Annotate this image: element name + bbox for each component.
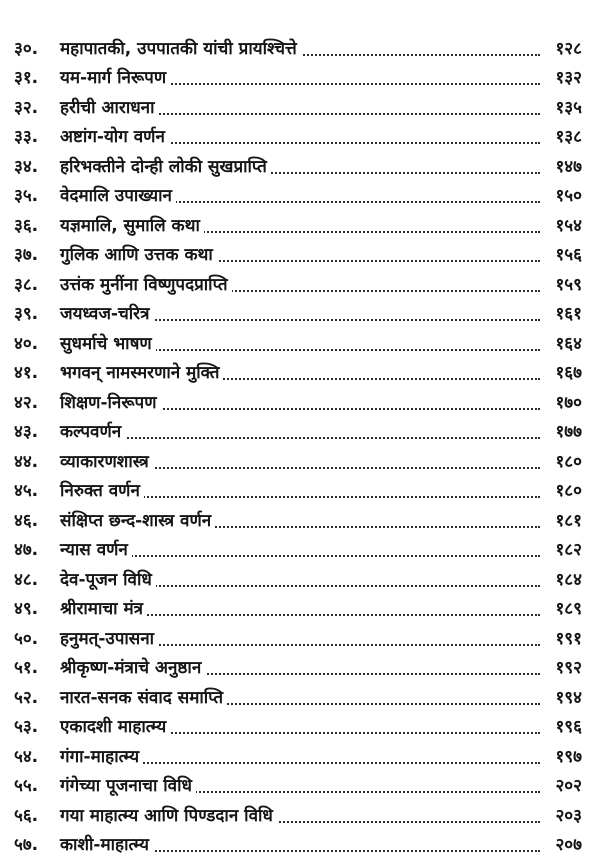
toc-row — [0, 534, 600, 564]
toc-title: भगवन् नामस्मरणाने मुक्ति — [60, 365, 223, 382]
toc-row — [0, 239, 600, 269]
toc-row — [0, 91, 600, 121]
toc-row — [0, 593, 600, 623]
toc-title: उत्तंक मुनींना विष्णुपदप्राप्ति — [60, 277, 232, 294]
toc-number: ४०. — [14, 333, 39, 354]
toc-number: ३४. — [14, 156, 39, 177]
toc-number: ५२. — [14, 687, 39, 708]
toc-page-number: २०७ — [542, 837, 582, 854]
toc-title: व्याकारणशास्त्र — [60, 454, 153, 471]
toc-row — [0, 740, 600, 770]
toc-row — [0, 150, 600, 180]
toc-page-number: १४७ — [542, 159, 582, 176]
toc-number: ४६. — [14, 510, 39, 531]
toc-number: ३३. — [14, 127, 39, 147]
toc-page-number: १९१ — [542, 631, 582, 648]
toc-page-number: १५४ — [542, 218, 582, 235]
toc-row — [0, 829, 600, 859]
toc-title: संक्षिप्त छन्द-शास्त्र वर्णन — [60, 513, 215, 530]
toc-page-number: १५९ — [542, 277, 582, 294]
toc-number: ५४. — [14, 746, 39, 767]
toc-number: ४८. — [14, 569, 39, 590]
toc-title: वेदमालि उपाख्यान — [60, 188, 176, 205]
toc-page-number: १७७ — [542, 424, 582, 441]
toc-row — [0, 681, 600, 711]
toc-page-number: १३५ — [542, 100, 582, 117]
toc-number: ३६. — [14, 215, 39, 236]
toc-title: गंगा-माहात्म्य — [60, 749, 143, 766]
toc-row — [0, 652, 600, 682]
toc-row — [0, 357, 600, 387]
toc-title: एकादशी माहात्म्य — [60, 719, 170, 736]
dot-leader — [60, 555, 540, 557]
toc-row — [0, 209, 600, 239]
toc-page-number: १८० — [542, 483, 582, 500]
toc-page-number: १८४ — [542, 572, 582, 589]
toc-title: काशी-माहात्म्य — [60, 837, 153, 854]
toc-row — [0, 298, 600, 328]
table-of-contents — [0, 32, 600, 858]
toc-title: सुधर्माचे भाषण — [60, 336, 156, 353]
toc-title: जयध्वज-चरित्र — [60, 306, 154, 323]
toc-title: श्रीकृष्ण-मंत्राचे अनुष्ठान — [60, 660, 205, 677]
toc-page-number: १६४ — [542, 336, 582, 353]
toc-row — [0, 475, 600, 505]
toc-row — [0, 62, 600, 92]
toc-row — [0, 268, 600, 298]
toc-row — [0, 327, 600, 357]
dot-leader — [60, 437, 540, 439]
toc-row — [0, 445, 600, 475]
toc-number: ४२. — [14, 392, 39, 413]
toc-title: निरुक्त वर्णन — [60, 483, 144, 500]
toc-page-number: १९२ — [542, 660, 582, 677]
toc-row — [0, 386, 600, 416]
toc-row — [0, 711, 600, 741]
toc-number: ३८. — [14, 274, 39, 295]
toc-page-number: १६१ — [542, 306, 582, 323]
toc-page-number: १९४ — [542, 690, 582, 707]
toc-number: ४५. — [14, 481, 39, 501]
toc-title: श्रीरामाचा मंत्र — [60, 601, 147, 618]
toc-number: ३०. — [14, 38, 39, 59]
toc-number: ५७. — [14, 835, 39, 855]
toc-row — [0, 622, 600, 652]
toc-page-number: १८९ — [542, 601, 582, 618]
toc-row — [0, 180, 600, 210]
toc-page-number: १५० — [542, 188, 582, 205]
toc-number: ४९. — [14, 599, 39, 619]
toc-number: ४१. — [14, 363, 39, 383]
toc-page-number: १८२ — [542, 542, 582, 559]
toc-number: ३७. — [14, 245, 39, 265]
toc-number: ५५. — [14, 776, 39, 796]
toc-number: ५०. — [14, 628, 39, 649]
toc-number: ४३. — [14, 422, 39, 442]
toc-row — [0, 416, 600, 446]
toc-page-number: १८१ — [542, 513, 582, 530]
toc-page-number: १९६ — [542, 719, 582, 736]
toc-number: ५६. — [14, 805, 39, 826]
toc-title: शिक्षण-निरूपण — [60, 395, 161, 412]
toc-page-number: १८० — [542, 454, 582, 471]
toc-row — [0, 121, 600, 151]
toc-title: गुलिक आणि उत्तक कथा — [60, 247, 217, 264]
toc-row — [0, 770, 600, 800]
toc-title: हनुमत्-उपासना — [60, 631, 158, 648]
toc-number: ३२. — [14, 97, 39, 118]
toc-page-number: २०२ — [542, 778, 582, 795]
toc-title: नारत-सनक संवाद समाप्ति — [60, 690, 227, 707]
toc-page-number: १७० — [542, 395, 582, 412]
toc-title: कल्पवर्णन — [60, 424, 125, 441]
toc-number: ३९. — [14, 304, 39, 324]
toc-row — [0, 563, 600, 593]
toc-page-number: १२८ — [542, 41, 582, 58]
toc-page-number: २०३ — [542, 808, 582, 825]
toc-page-number: १३२ — [542, 70, 582, 87]
toc-page-number: १३८ — [542, 129, 582, 146]
toc-page-number: १६७ — [542, 365, 582, 382]
toc-title: गंगेच्या पूजनाचा विधि — [60, 778, 196, 795]
toc-title: यम-मार्ग निरूपण — [60, 70, 170, 87]
toc-title: हरीची आराधना — [60, 100, 159, 117]
toc-row — [0, 32, 600, 62]
toc-page-number: १५६ — [542, 247, 582, 264]
toc-title: महापातकी, उपपातकी यांची प्रायश्चित्ते — [60, 41, 301, 58]
toc-row — [0, 799, 600, 829]
toc-number: ३५. — [14, 186, 39, 206]
toc-number: ५३. — [14, 717, 39, 737]
toc-number: ३१. — [14, 68, 39, 88]
toc-number: ४४. — [14, 451, 39, 472]
toc-page-number: १९७ — [542, 749, 582, 766]
toc-title: न्यास वर्णन — [60, 542, 132, 559]
toc-title: अष्टांग-योग वर्णन — [60, 129, 169, 146]
toc-title: हरिभक्तीने दोन्ही लोकी सुखप्राप्ति — [60, 159, 271, 176]
toc-title: यज्ञमालि, सुमालि कथा — [60, 218, 204, 235]
toc-number: ५१. — [14, 658, 39, 678]
toc-title: देव-पूजन विधि — [60, 572, 156, 589]
toc-title: गया माहात्म्य आणि पिण्डदान विधि — [60, 808, 277, 825]
toc-row — [0, 504, 600, 534]
toc-number: ४७. — [14, 540, 39, 560]
